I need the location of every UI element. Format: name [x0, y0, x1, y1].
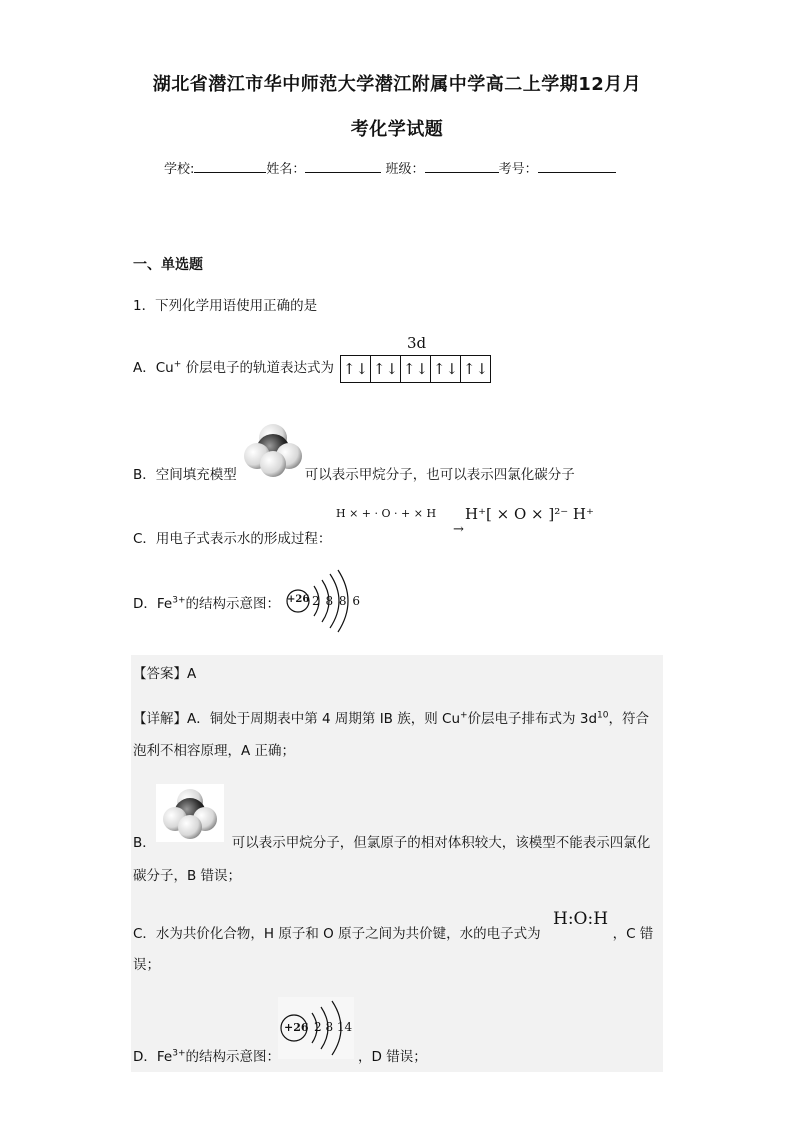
- name-field[interactable]: [305, 160, 381, 173]
- detail-c-line2: 误；: [133, 957, 160, 973]
- option-d-prefix: D．Fe: [133, 596, 173, 612]
- section-title: 一、单选题: [133, 257, 203, 273]
- option-a-text: 价层电子的轨道表达式为: [185, 360, 335, 376]
- name-label: 姓名：: [266, 162, 306, 177]
- document-title-line2: 考化学试题: [350, 119, 444, 140]
- fe3-shell-electrons: 2 8 14: [314, 1020, 353, 1034]
- detail-a-line1: 【详解】A．铜处于周期表中第 4 周期第 IB 族，则 Cu+价层电子排布式为 $3d^{10}$，符合: [133, 710, 649, 727]
- fe3-nucleus-label: +26: [284, 1021, 309, 1034]
- detail-a-line2: 泡利不相容原理，A 正确；: [133, 743, 296, 759]
- orbital-cell: ↑↓: [371, 356, 401, 382]
- methane-space-filling-model-image: [240, 418, 306, 480]
- answer-label: 【答案】A: [133, 666, 197, 682]
- water-formation-left: H × + · O · + × H: [336, 507, 437, 520]
- document-title-line1: 湖北省潜江市华中师范大学潜江附属中学高二上学期12月月: [152, 74, 642, 95]
- option-d[interactable]: [133, 592, 280, 612]
- option-b-text: 可以表示甲烷分子，也可以表示四氯化碳分子: [304, 467, 575, 483]
- option-d-text: 的结构示意图：: [185, 596, 281, 612]
- detail-b-line2: 碳分子，B 错误；: [133, 868, 242, 884]
- orbital-cell: ↑↓: [431, 356, 461, 382]
- student-info-row: [164, 158, 616, 177]
- option-b[interactable]: [133, 463, 575, 483]
- fe-nucleus-label: +26: [287, 594, 310, 605]
- option-a[interactable]: [133, 356, 334, 376]
- detail-c-line1: C．水为共价化合物，H 原子和 O 原子之间为共价键，水的电子式为 ，C 错: [133, 926, 654, 942]
- detail-b-line1: B． 可以表示甲烷分子，但氯原子的相对体积较大，该模型不能表示四氯化: [133, 835, 651, 851]
- school-field[interactable]: [194, 160, 266, 173]
- option-d-charge: 3+: [172, 595, 186, 606]
- option-c-text: C．用电子式表示水的形成过程：: [133, 531, 332, 547]
- class-field[interactable]: [425, 160, 499, 173]
- orbital-diagram: [340, 355, 491, 383]
- orbital-cell: ↑↓: [462, 360, 489, 378]
- orbital-cell: ↑↓: [341, 356, 371, 382]
- fe-shell-electrons: 2 8 8 6: [312, 594, 361, 608]
- id-field[interactable]: [538, 160, 616, 173]
- option-c[interactable]: [133, 527, 331, 547]
- orbital-cell: ↑↓: [401, 356, 431, 382]
- water-electron-formula: H:O:H: [553, 909, 609, 929]
- question-stem: 1．下列化学用语使用正确的是: [133, 298, 318, 314]
- detail-d-line: D．$Fe^{3+}$的结构示意图： ，D 错误；: [133, 1048, 427, 1065]
- school-label: 学校:: [164, 162, 195, 177]
- water-formation-right: H⁺[ × O × ]²⁻ H⁺: [465, 505, 594, 523]
- reaction-arrow: →: [453, 522, 464, 537]
- option-a-prefix: A．Cu: [133, 360, 174, 376]
- id-label: 考号：: [498, 162, 538, 177]
- option-b-prefix: B．空间填充模型: [133, 467, 237, 483]
- orbital-label: 3d: [407, 334, 427, 352]
- option-a-charge: +: [173, 359, 182, 370]
- class-label: 班级：: [385, 162, 425, 177]
